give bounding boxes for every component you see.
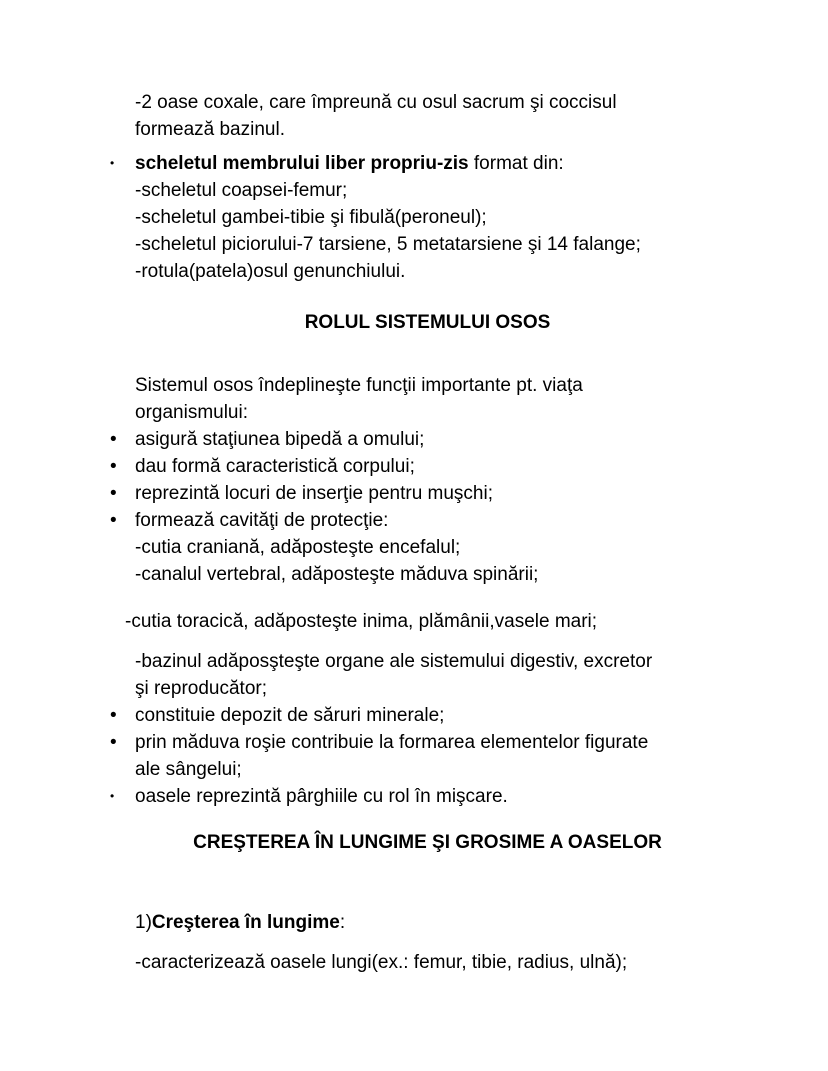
list-item-parghii: [110, 783, 720, 810]
section-heading-rolul: ROLUL SISTEMULUI OSOS: [304, 312, 551, 333]
bullet-icon: •: [110, 429, 117, 450]
list-item-minerale: [110, 702, 720, 729]
text-line-maduva-cont: ale sângelui;: [135, 759, 242, 780]
list-item-function: [110, 453, 720, 480]
bullet-icon: •: [110, 456, 117, 477]
text-line-membru-item: -scheletul piciorului-7 tarsiene, 5 metatarsiene şi 14 falange;: [135, 234, 641, 255]
normal-run: 1): [135, 912, 152, 933]
list-item-text: reprezintă locuri de inserţie pentru muşchi;: [135, 483, 494, 504]
text-line-toracica: -cutia toracică, adăposteşte inima, plămânii,vasele mari;: [125, 611, 598, 632]
text-line-cavity: -cutia craniană, adăposteşte encefalul;: [135, 537, 461, 558]
text-line-caracterizeaza: -caracterizează oasele lungi(ex.: femur, tibie, radius, ulnă);: [135, 952, 628, 973]
list-item-maduva: [110, 729, 720, 756]
list-item-text: prin măduva roşie contribuie la formarea elementelor figurate: [135, 732, 649, 753]
text-line-cavity: -canalul vertebral, adăposteşte măduva spinării;: [135, 564, 539, 585]
bullet-icon: •: [110, 705, 117, 726]
bullet-icon: •: [110, 510, 117, 531]
text-line-coxale-2: formează bazinul.: [135, 119, 285, 140]
normal-run: format din:: [468, 153, 564, 174]
text-line-membru-item: -rotula(patela)osul genunchiului.: [135, 261, 406, 282]
list-item-text: asigură staţiunea bipedă a omului;: [135, 429, 425, 450]
normal-run: :: [339, 912, 346, 933]
list-item-function: [110, 480, 720, 507]
list-item-text: constituie depozit de săruri minerale;: [135, 705, 445, 726]
list-item-function: [110, 507, 720, 534]
list-item-function: [110, 426, 720, 453]
text-line-functions-intro-1: Sistemul osos îndeplineşte funcţii importante pt. viaţa: [135, 375, 583, 396]
list-item-text: oasele reprezintă pârghiile cu rol în mişcare.: [135, 786, 508, 807]
section-heading-cresterea: CREŞTEREA ÎN LUNGIME ŞI GROSIME A OASELOR: [193, 832, 662, 853]
list-item-membru: [110, 150, 720, 177]
bullet-icon: •: [110, 483, 117, 504]
text-line-membru-item: -scheletul coapsei-femur;: [135, 180, 348, 201]
text-line-coxale-1: -2 oase coxale, care împreună cu osul sacrum şi coccisul: [135, 92, 617, 113]
text-line-membru-item: -scheletul gambei-tibie şi fibulă(peroneul);: [135, 207, 487, 228]
bullet-icon: •: [110, 732, 117, 753]
list-item-text: [135, 150, 564, 177]
text-line-functions-intro-2: organismului:: [135, 402, 248, 423]
text-line-bazin-1: -bazinul adăposşteşte organe ale sistemului digestiv, excretor: [135, 651, 653, 672]
bullet-icon: •: [110, 789, 115, 803]
list-item-text: formează cavităţi de protecţie:: [135, 510, 389, 531]
text-line-crestere-lungime: [135, 909, 720, 936]
bullet-icon: •: [110, 156, 115, 170]
text-line-bazin-2: şi reproducător;: [135, 678, 268, 699]
bold-run: scheletul membrului liber propriu-zis: [135, 153, 469, 174]
bold-run: Creşterea în lungime: [151, 912, 340, 933]
list-item-text: dau formă caracteristică corpului;: [135, 456, 415, 477]
